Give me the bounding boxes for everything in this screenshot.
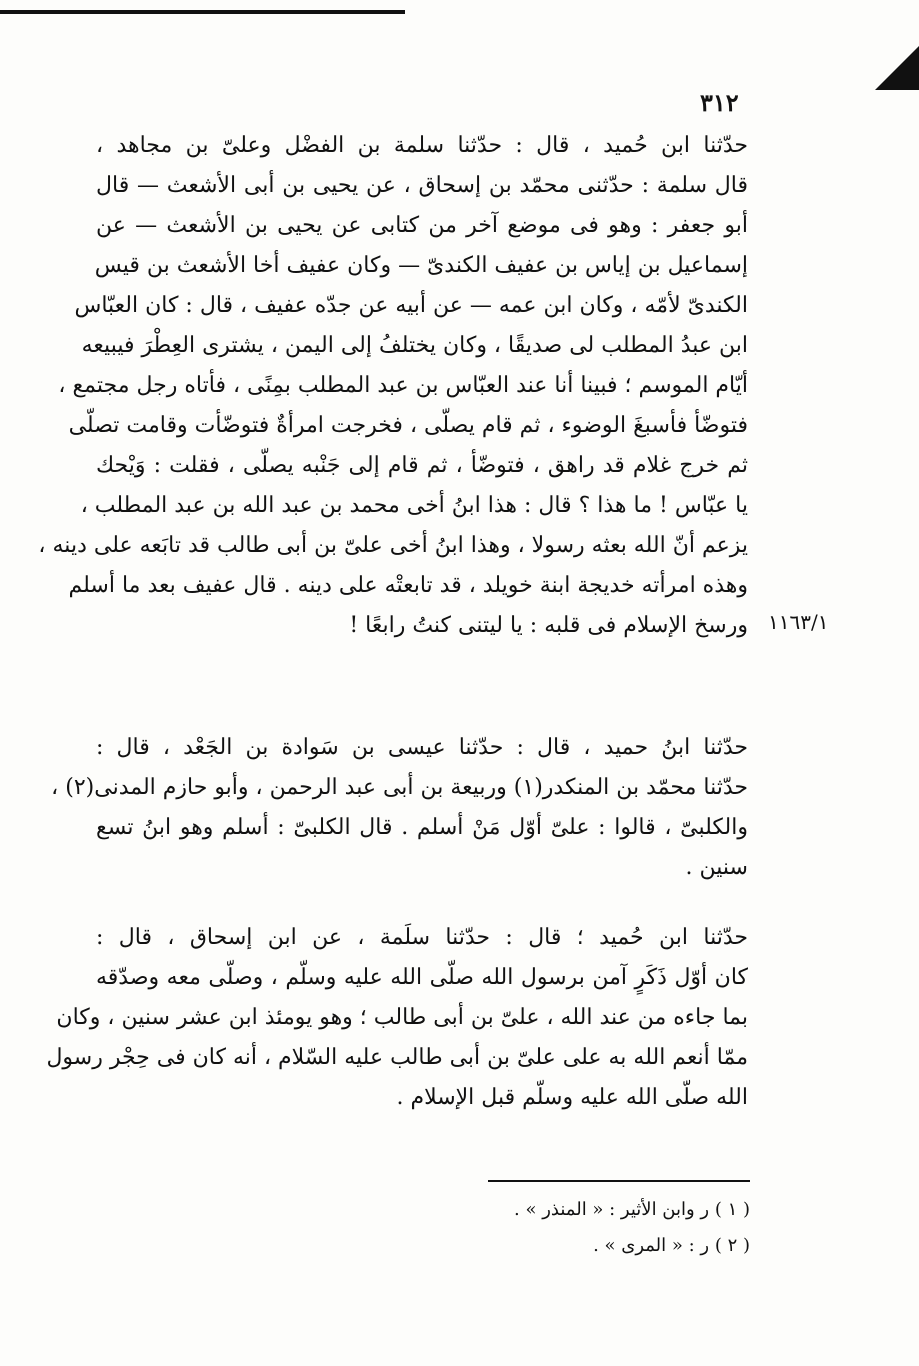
text-line: حدّثنا محمّد بن المنكدر(١) وربيعة بن أبى عبد الرحمن ، وأبو حازم المدنى(٢) ،	[51, 775, 748, 800]
corner-triangle-mark	[875, 46, 919, 90]
text-line: الكندىّ لأمّه ، وكان ابن عمه — عن أبيه عن جدّه عفيف ، قال : كان العبّاس	[74, 293, 748, 318]
text-line: حدّثنا ابن حُميد ؛ قال : حدّثنا سلَمة ، عن ابن إسحاق ، قال :	[96, 925, 748, 950]
paragraph-2	[51, 728, 748, 888]
text-line: ابن عبدُ المطلب لى صديقًا ، وكان يختلفُ إلى اليمن ، يشترى العِطْرَ فيبيعه	[81, 333, 748, 358]
text-line: سنين .	[685, 855, 748, 880]
text-line: قال سلمة : حدّثنى محمّد بن إسحاق ، عن يحيى بن أبى الأشعث — قال	[96, 173, 748, 198]
paragraph-1	[38, 126, 748, 646]
footnote-separator	[488, 1180, 750, 1182]
top-scan-rule	[0, 0, 405, 14]
text-line: يا عبّاس ! ما هذا ؟ قال : هذا ابنُ أخى محمد بن عبد الله بن عبد المطلب ،	[80, 493, 748, 518]
text-line: حدّثنا ابنُ حميد ، قال : حدّثنا عيسى بن سَوادة بن الجَعْد ، قال :	[96, 735, 748, 760]
text-line: فتوضّأ فأسبغَ الوضوء ، ثم قام يصلّى ، فخرجت امرأةٌ فتوضّأت وقامت تصلّى	[68, 413, 748, 438]
text-line: حدّثنا ابن حُميد ، قال : حدّثنا سلمة بن الفضْل وعلىّ بن مجاهد ،	[96, 133, 748, 158]
footnote-1: ( ١ ) ر وابن الأثير : « المنذر » .	[514, 1199, 750, 1220]
text-line: ورسخ الإسلام فى قلبه : يا ليتنى كنتُ رابعًا !	[349, 613, 748, 638]
page-number: ٣١٢	[700, 88, 739, 117]
text-line: ثم خرج غلام قد راهق ، فتوضّأ ، ثم قام إلى جَنْبه يصلّى ، فقلت : وَيْحك	[96, 453, 748, 478]
text-line: أبو جعفر : وهو فى موضع آخر من كتابى عن يحيى بن الأشعث — عن	[96, 213, 748, 238]
margin-reference: ١١٦٣/١	[768, 610, 829, 634]
text-line: أيّام الموسم ؛ فبينا أنا عند العبّاس بن عبد المطلب بمِنًى ، فأتاه رجل مجتمع ،	[58, 373, 748, 398]
footnotes	[430, 1192, 750, 1264]
paragraph-3	[46, 918, 748, 1118]
text-line: بما جاءه من عند الله ، علىّ بن أبى طالب ؛ وهو يومئذ ابن عشر سنين ، وكان	[56, 1005, 748, 1030]
text-line: ممّا أنعم الله به على علىّ بن أبى طالب عليه السّلام ، أنه كان فى حِجْر رسول	[46, 1045, 748, 1070]
text-line: الله صلّى الله عليه وسلّم قبل الإسلام .	[396, 1085, 748, 1110]
text-line: والكلبىّ ، قالوا : علىّ أوّل مَنْ أسلم . قال الكلبىّ : أسلم وهو ابنُ تسع	[96, 815, 748, 840]
text-line: يزعم أنّ الله بعثه رسولا ، وهذا ابنُ أخى علىّ بن أبى طالب قد تابَعه على دينه ،	[38, 533, 748, 558]
footnote-2: ( ٢ ) ر : « المرى » .	[593, 1235, 750, 1256]
text-line: كان أوّل ذَكَرٍ آمن برسول الله صلّى الله عليه وسلّم ، وصلّى معه وصدّقه	[96, 965, 748, 990]
text-line: إسماعيل بن إياس بن عفيف الكندىّ — وكان عفيف أخا الأشعث بن قيس	[94, 253, 748, 278]
text-line: وهذه امرأته خديجة ابنة خويلد ، قد تابعتْه على دينه . قال عفيف بعد ما أسلم	[68, 573, 748, 598]
